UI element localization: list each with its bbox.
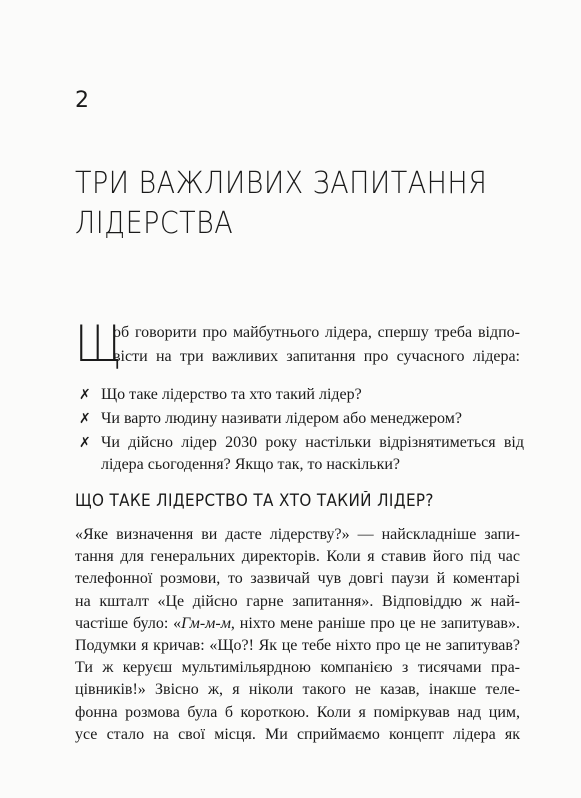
list-item-text: Чи дійсно лідер 2030 року настільки відрізнятиметься від лідера сьогодення? Якщо так, то наскільки?: [101, 434, 524, 473]
paragraph-line: тання для генеральних директорів. Коли я ставив його під час: [75, 548, 520, 566]
list-item-text: Чи варто людину називати лідером або менеджером?: [101, 410, 462, 427]
body-paragraph: [75, 524, 520, 746]
chapter-title-line-2: ЛІДЕРСТВА: [75, 206, 234, 241]
paragraph-line: [75, 613, 520, 635]
drop-cap: Щ: [75, 315, 122, 373]
chapter-number: 2: [75, 88, 89, 113]
list-item: [79, 384, 524, 406]
paragraph-emphasis: Гм-м-м: [181, 614, 231, 632]
cross-bullet-icon: ✗: [79, 435, 91, 451]
cross-bullet-icon: ✗: [79, 387, 91, 403]
paragraph-line: усе стало на свої місця. Ми сприймаємо концепт лідера як: [75, 725, 520, 743]
paragraph-line: телефонної розмови, то зазвичай чув довгі паузи й коментарі: [75, 570, 520, 588]
list-item-text: Що таке лідерство та хто такий лідер?: [101, 386, 362, 403]
chapter-title: [75, 164, 498, 244]
paragraph-text: частіше було: «: [75, 614, 182, 632]
paragraph-text: , ніхто мене раніше про це не запитував».: [230, 614, 520, 632]
chapter-title-line-1: ТРИ ВАЖЛИВИХ ЗАПИТАННЯ: [75, 166, 488, 201]
paragraph-line: Ти ж керуєш мультимільярдною компанією з тисячами пра-: [75, 659, 520, 677]
intro-line-2: вісти на три важливих запитання про сучасного лідера:: [113, 348, 520, 365]
paragraph-line: на кшталт «Це дійсно гарне запитання». Відповіддю ж най-: [75, 592, 520, 610]
paragraph-line: фонна розмова була б короткою. Коли я поміркував над цим,: [75, 703, 520, 721]
paragraph-line: цівників!» Звісно ж, я ніколи такого не казав, інакше теле-: [75, 681, 520, 699]
list-item: [79, 432, 524, 476]
cross-bullet-icon: ✗: [79, 411, 91, 427]
section-heading: ЩО ТАКЕ ЛІДЕРСТВО ТА ХТО ТАКИЙ ЛІДЕР?: [75, 491, 434, 510]
list-item: [79, 408, 524, 430]
intro-line-1: об говорити про майбутнього лідера, спершу треба відпо-: [113, 324, 520, 341]
paragraph-line: Подумки я кричав: «Що?! Як це тебе ніхто про це не запитував?: [75, 637, 520, 655]
question-list: [79, 384, 524, 478]
paragraph-line: «Яке визначення ви дасте лідерству?» — найскладніше запи-: [75, 526, 520, 543]
